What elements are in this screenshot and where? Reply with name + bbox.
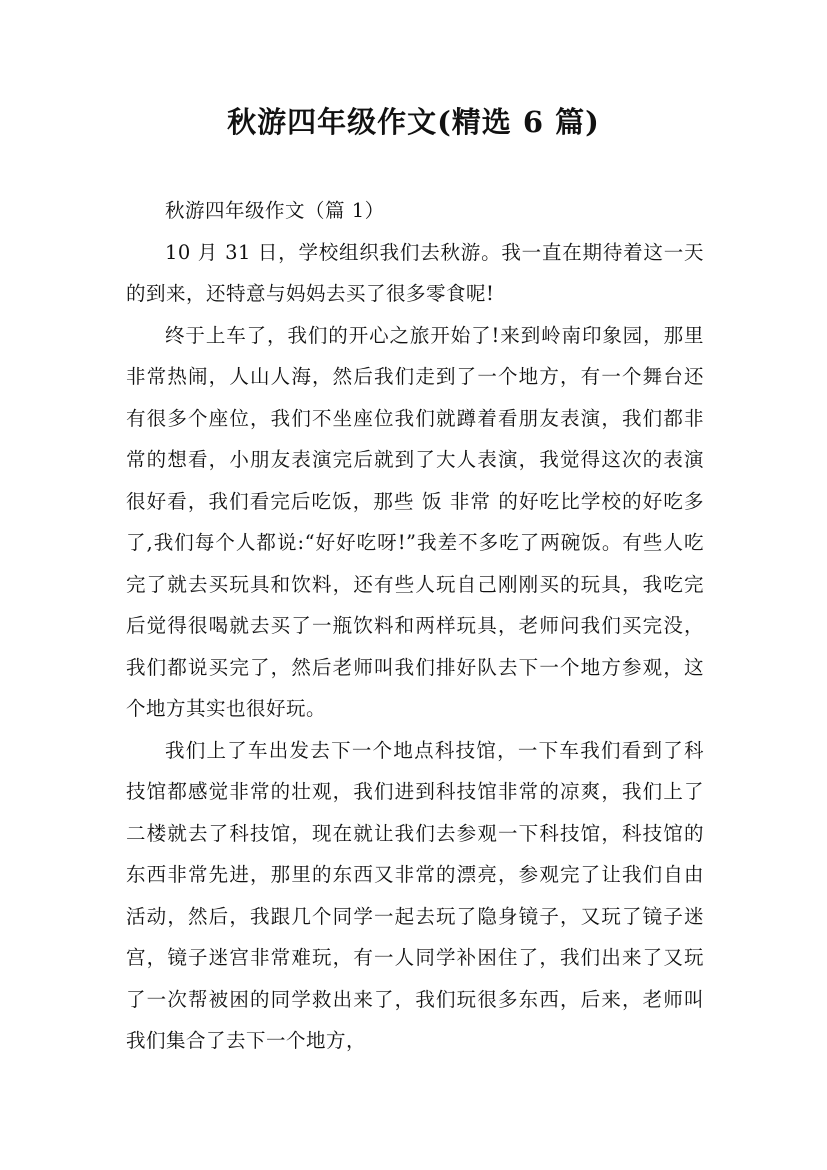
paragraph-1: 10 月 31 日，学校组织我们去秋游。我一直在期待着这一天的到来，还特意与妈妈去买了很多零食呢! [126, 240, 704, 305]
section-heading: 秋游四年级作文（篇 1） [165, 199, 385, 222]
paragraph-3: 我们上了车出发去下一个地点科技馆，一下车我们看到了科技馆都感觉非常的壮观，我们进到科技馆非常的凉爽，我们上了二楼就去了科技馆，现在就让我们去参观一下科技馆，科技馆的东西非常先进，那里的东西又非常的漂亮，参观完了让我们自由活动，然后，我跟几个同学一起去玩了隐身镜子，又玩了镜子迷宫，镜子迷宫非常难玩，有一人同学补困住了，我们出来了又玩了一次帮被困的同学救出来了，我们玩很多东西，后来，老师叫我们集合了去下一个地方， [126, 738, 704, 1052]
document-title: 秋游四年级作文(精选 6 篇) [227, 105, 600, 139]
paragraph-2: 终于上车了，我们的开心之旅开始了!来到岭南印象园，那里非常热闹，人山人海，然后我们走到了一个地方，有一个舞台还有很多个座位，我们不坐座位我们就蹲着看朋友表演，我们都非常的想看，小朋友表演完后就到了大人表演，我觉得这次的表演很好看，我们看完后吃饭，那些 饭 非常 的好吃比学校的好吃多了,我们每个人都说:“好好吃呀!”我差不多吃了两碗饭。有些人吃完了就去买玩具和饮料，还有些人玩自己刚刚买的玩具，我吃完后觉得很喝就去买了一瓶饮料和两样玩具，老师问我们买完没，我们都说买完了，然后老师叫我们排好队去下一个地方参观，这个地方其实也很好玩。 [126, 323, 704, 720]
document-body [126, 190, 704, 1062]
